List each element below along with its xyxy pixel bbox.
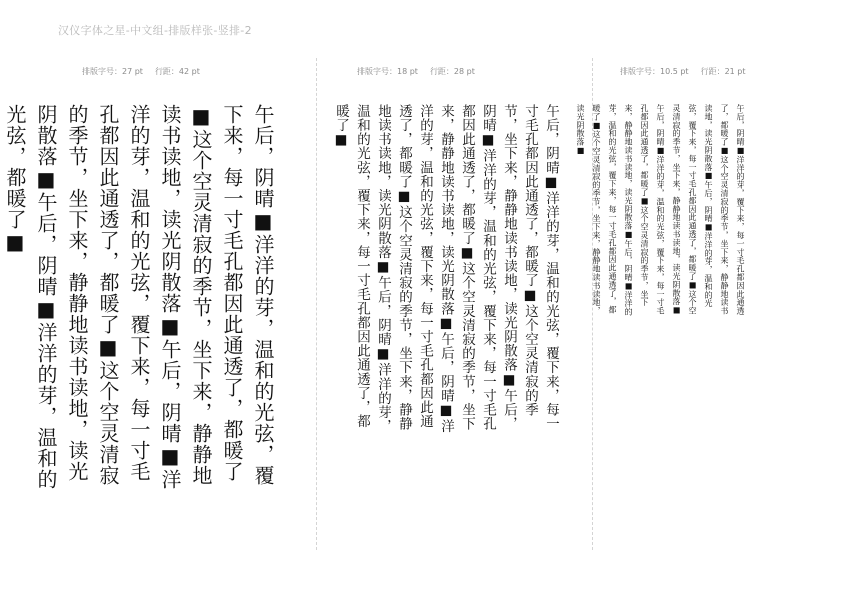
leading-label: 行距：28 pt: [429, 67, 475, 76]
font-size-label: 排版字号：18 pt: [357, 67, 418, 76]
vertical-text-10-5pt: 午后，阴晴■洋洋的芽，覆下来，每一寸毛孔都因此通透了，都暖了■这个空灵清寂的季节，坐下来，静静地读书读地，读光阴散落■午后，阴晴■洋洋的芽，温和的光弦，覆下来，每一寸毛孔都因此通透了，都暖了■这个空灵清寂的季节，坐下来，静静地读书读地，读光阴散落■午后，阴晴■洋洋的芽，温和的光弦，覆下来，每一寸毛孔都因此通透了，都暖了■这个空灵清寂的季节，坐下来，静静地读书读地，读光阴散落■午后，阴晴■洋洋的芽，温和的光弦，覆下来，每一寸毛孔都因此通透了，都暖了■这个空灵清寂的季节，坐下来，静静地读书读地，读光阴散落■: [576, 104, 745, 316]
document-title: 汉仪字体之星-中文组-排版样张-竖排-2: [58, 24, 252, 37]
spec-10-5pt: [620, 66, 746, 77]
spec-18pt: [357, 66, 475, 77]
leading-label: 行距：21 pt: [700, 67, 746, 76]
font-size-label: 排版字号：27 pt: [82, 67, 143, 76]
vertical-text-18pt: 午后，阴晴■洋洋的芽，温和的光弦，覆下来，每一寸毛孔都因此通透了，都暖了■这个空灵清寂的季节，坐下来，静静地读书读地，读光阴散落■午后，阴晴■洋洋的芽，温和的光弦，覆下来，每一寸毛孔都因此通透了，都暖了■这个空灵清寂的季节，坐下来，静静地读书读地，读光阴散落■午后，阴晴■洋洋的芽，温和的光弦，覆下来，每一寸毛孔都因此通透了，都暖了■这个空灵清寂的季节，坐下来，静静地读书读地，读光阴散落■午后，阴晴■洋洋的芽，温和的光弦，覆下来，每一寸毛孔都因此通透了，都暖了■: [333, 104, 559, 434]
column-divider-1: [316, 58, 317, 550]
font-size-label: 排版字号：10.5 pt: [620, 67, 689, 76]
spec-27pt: [82, 66, 200, 77]
vertical-text-27pt: 午后，阴晴■洋洋的芽，温和的光弦，覆下来，每一寸毛孔都因此通透了，都暖了■这个空灵清寂的季节，坐下来，静静地读书读地，读光阴散落■午后，阴晴■洋洋的芽，温和的光弦，覆下来，每一寸毛孔都因此通透了，都暖了■这个空灵清寂的季节，坐下来，静静地读书读地，读光阴散落■午后，阴晴■洋洋的芽，温和的光弦，都暖了■: [3, 104, 275, 490]
leading-label: 行距：42 pt: [154, 67, 200, 76]
